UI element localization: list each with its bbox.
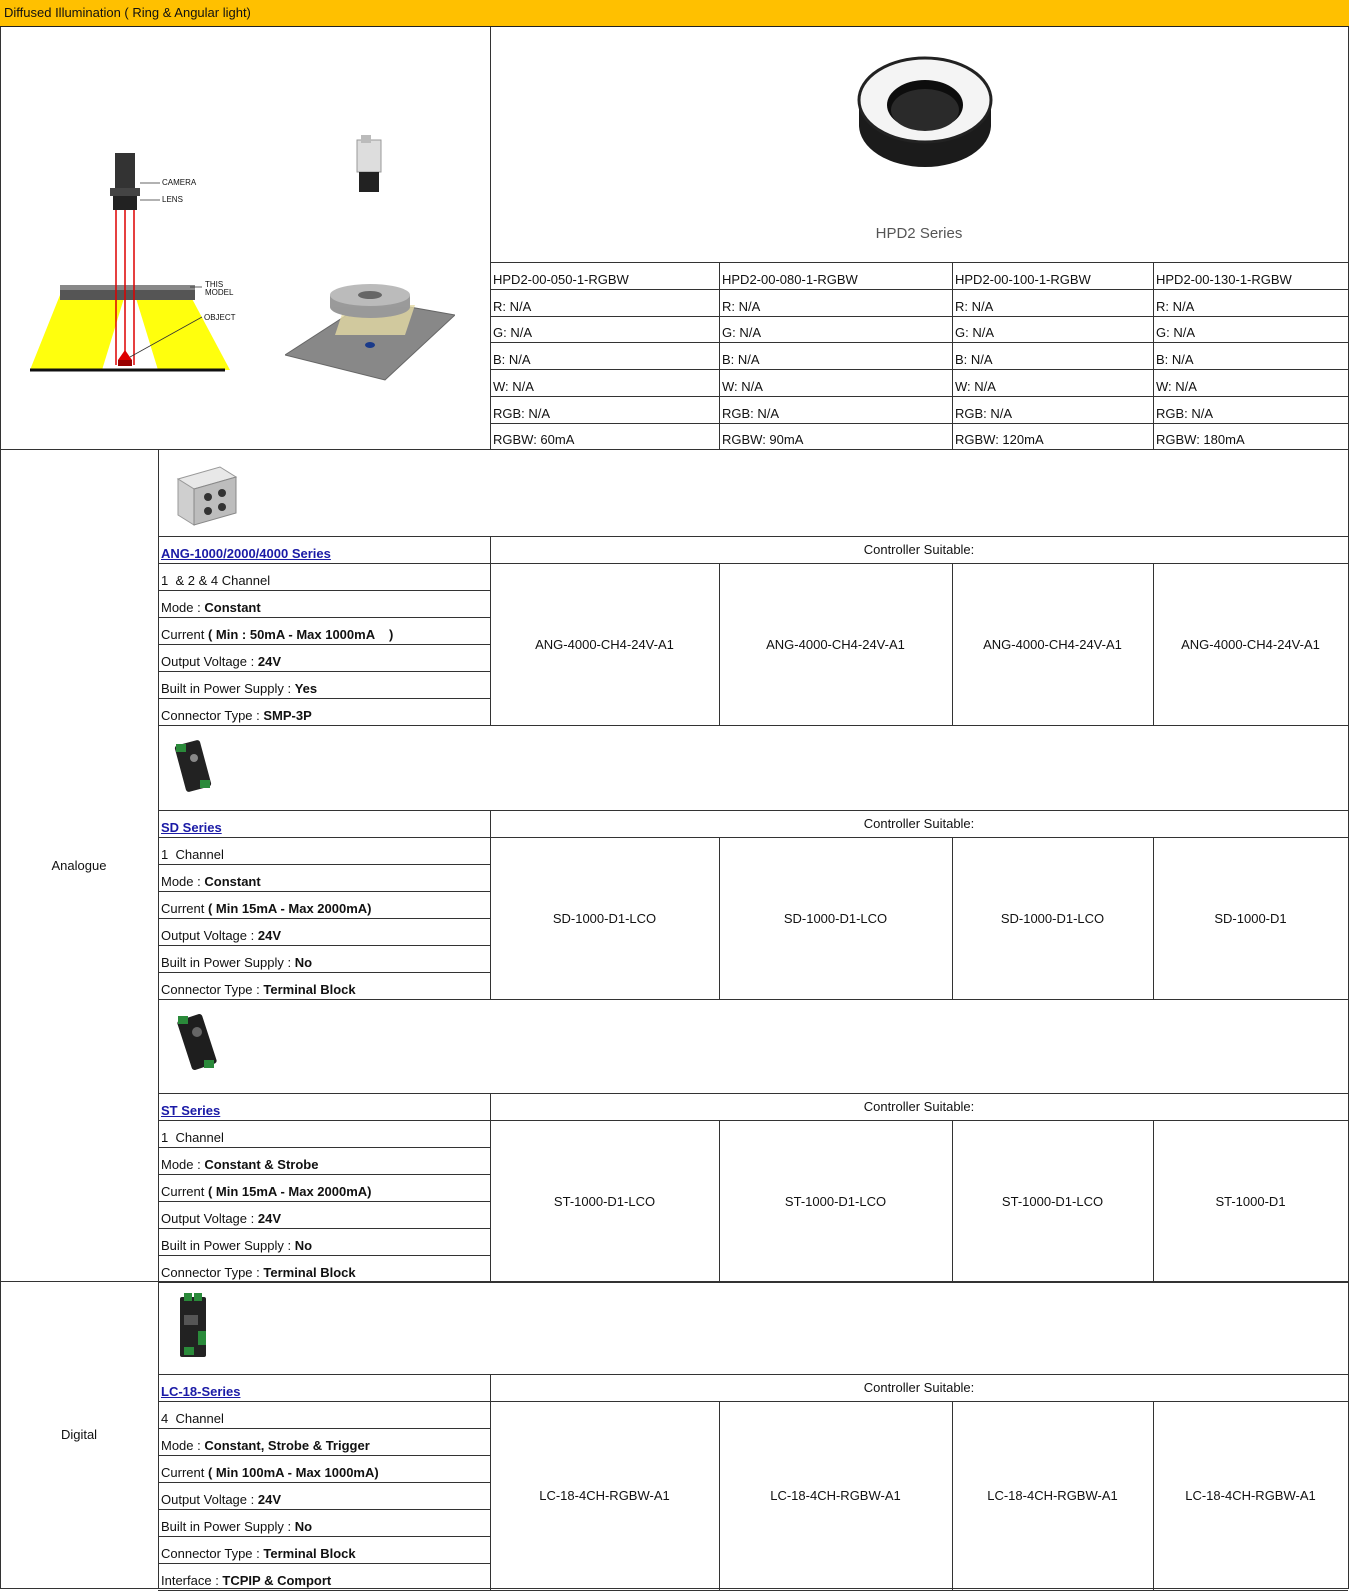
spec-row: [158, 1455, 490, 1482]
hpd2-cell-g: G: N/A: [493, 325, 533, 340]
spec-label: Mode :: [161, 600, 205, 615]
section-title: Diffused Illumination ( Ring & Angular light): [4, 5, 251, 20]
suitable-controller-model: LC-18-4CH-RGBW-A1: [987, 1488, 1118, 1503]
hpd2-cell-b: B: N/A: [493, 352, 531, 367]
spec-label: Connector Type :: [161, 1546, 264, 1561]
spec-label: 1 & 2 & 4 Channel: [161, 573, 271, 588]
spec-row: [158, 671, 490, 698]
spec-row: [158, 945, 490, 972]
spec-row: [158, 1536, 490, 1563]
spec-value: Terminal Block: [263, 1546, 356, 1561]
spec-value: Constant, Strobe & Trigger: [204, 1438, 370, 1453]
spec-row: [158, 1482, 490, 1509]
controller-suitable-label: Controller Suitable:: [863, 542, 975, 557]
spec-row: [158, 1147, 490, 1174]
spec-label: Current: [161, 1465, 208, 1480]
spec-row: [158, 1201, 490, 1228]
label-object: OBJECT: [204, 313, 236, 322]
hpd2-cell-rgbw: RGBW: 60mA: [493, 432, 575, 447]
hpd2-cell-rgbw: RGBW: 180mA: [1156, 432, 1245, 447]
hpd2-cell-w: W: N/A: [1156, 379, 1197, 394]
spec-label: 1 Channel: [161, 847, 224, 862]
suitable-controller-model: ST-1000-D1-LCO: [553, 1193, 656, 1209]
controller-suitable-label: Controller Suitable:: [863, 816, 975, 831]
hpd2-ring-image: [855, 50, 995, 175]
spec-value: Terminal Block: [263, 982, 356, 997]
spec-value: ( Min : 50mA - Max 1000mA ): [207, 627, 394, 642]
controller-suitable-label: Controller Suitable:: [863, 1099, 975, 1114]
spec-row: [158, 590, 490, 617]
spec-value: Constant: [204, 600, 261, 615]
hpd2-cell-rgb: RGB: N/A: [493, 406, 551, 421]
ring-light-render: [285, 135, 455, 385]
suitable-controller-model: ANG-4000-CH4-24V-A1: [766, 636, 905, 652]
spec-label: Current: [161, 901, 208, 916]
spec-label: Connector Type :: [161, 982, 264, 997]
spec-label: Output Voltage :: [161, 654, 258, 669]
hpd2-cell-rgbw: RGBW: 90mA: [722, 432, 804, 447]
hpd2-cell-rgb: RGB: N/A: [722, 406, 780, 421]
hpd2-cell-rgb: RGB: N/A: [955, 406, 1013, 421]
spec-value: Constant & Strobe: [204, 1157, 319, 1172]
spec-label: 1 Channel: [161, 1130, 224, 1145]
spec-row: [158, 563, 490, 590]
hpd2-series-title: HPD2 Series: [875, 225, 963, 242]
spec-value: Constant: [204, 874, 261, 889]
hpd2-cell-w: W: N/A: [722, 379, 763, 394]
spec-label: Connector Type :: [161, 708, 264, 723]
spec-value: ( Min 100mA - Max 1000mA): [207, 1465, 379, 1480]
spec-value: No: [294, 1519, 313, 1534]
spec-row: [158, 698, 490, 725]
spec-row: [158, 1563, 490, 1590]
spec-value: Terminal Block: [263, 1265, 356, 1280]
hpd2-cell-name: HPD2-00-080-1-RGBW: [722, 272, 858, 287]
spec-value: No: [294, 1238, 313, 1253]
controller-series-link[interactable]: ANG-1000/2000/4000 Series: [161, 546, 331, 561]
spec-value: ( Min 15mA - Max 2000mA): [207, 1184, 372, 1199]
controller-series-link[interactable]: SD Series: [161, 820, 222, 835]
suitable-controller-model: SD-1000-D1-LCO: [783, 910, 888, 926]
spec-value: No: [294, 955, 313, 970]
hpd2-cell-b: B: N/A: [955, 352, 993, 367]
spec-row: [158, 864, 490, 891]
suitable-controller-model: LC-18-4CH-RGBW-A1: [539, 1488, 670, 1503]
spec-label: Mode :: [161, 874, 205, 889]
hpd2-cell-r: R: N/A: [1156, 299, 1195, 314]
hpd2-cell-r: R: N/A: [493, 299, 532, 314]
hpd2-cell-name: HPD2-00-100-1-RGBW: [955, 272, 1091, 287]
spec-label: Built in Power Supply :: [161, 1519, 295, 1534]
spec-label: Current: [161, 1184, 208, 1199]
spec-value: SMP-3P: [263, 708, 312, 723]
suitable-controller-model: LC-18-4CH-RGBW-A1: [770, 1488, 901, 1503]
suitable-controller-model: ST-1000-D1-LCO: [1001, 1193, 1104, 1209]
controller-series-link[interactable]: LC-18-Series: [161, 1384, 241, 1399]
spec-value: ( Min 15mA - Max 2000mA): [207, 901, 372, 916]
spec-value: TCPIP & Comport: [222, 1573, 332, 1588]
spec-value: 24V: [257, 1211, 281, 1226]
hpd2-cell-rgb: RGB: N/A: [1156, 406, 1214, 421]
spec-row: [158, 1428, 490, 1455]
suitable-controller-model: ST-1000-D1-LCO: [784, 1193, 887, 1209]
label-this: THIS: [205, 280, 224, 289]
spec-label: 4 Channel: [161, 1411, 224, 1426]
spec-row: [158, 1401, 490, 1428]
spec-row: [158, 972, 490, 999]
spec-label: Built in Power Supply :: [161, 1238, 295, 1253]
spec-value: Yes: [294, 681, 318, 696]
hpd2-cell-g: G: N/A: [955, 325, 995, 340]
spec-row: [158, 1228, 490, 1255]
suitable-controller-model: SD-1000-D1-LCO: [1000, 910, 1105, 926]
spec-row: [158, 1120, 490, 1147]
suitable-controller-model: ANG-4000-CH4-24V-A1: [1181, 636, 1320, 652]
spec-row: [158, 644, 490, 671]
spec-value: 24V: [257, 1492, 281, 1507]
hpd2-cell-w: W: N/A: [493, 379, 534, 394]
spec-label: Connector Type :: [161, 1265, 264, 1280]
spec-label: Mode :: [161, 1157, 205, 1172]
hpd2-cell-b: B: N/A: [722, 352, 760, 367]
hpd2-cell-name: HPD2-00-050-1-RGBW: [493, 272, 629, 287]
suitable-controller-model: ANG-4000-CH4-24V-A1: [983, 636, 1122, 652]
hpd2-cell-g: G: N/A: [1156, 325, 1196, 340]
category-digital: Digital: [60, 1427, 98, 1442]
spec-label: Built in Power Supply :: [161, 681, 295, 696]
label-lens: LENS: [162, 195, 183, 204]
hpd2-cell-rgbw: RGBW: 120mA: [955, 432, 1044, 447]
spec-row: [158, 891, 490, 918]
suitable-controller-model: LC-18-4CH-RGBW-A1: [1185, 1488, 1316, 1503]
spec-row: [158, 617, 490, 644]
spec-label: Current: [161, 627, 208, 642]
spec-label: Output Voltage :: [161, 1492, 258, 1507]
suitable-controller-model: SD-1000-D1: [1214, 910, 1287, 926]
illumination-diagram: [30, 145, 230, 375]
label-camera: CAMERA: [162, 178, 197, 187]
spec-label: Mode :: [161, 1438, 205, 1453]
hpd2-cell-r: R: N/A: [955, 299, 994, 314]
spec-row: [158, 1255, 490, 1282]
suitable-controller-model: ANG-4000-CH4-24V-A1: [535, 636, 674, 652]
hpd2-cell-w: W: N/A: [955, 379, 996, 394]
hpd2-cell-r: R: N/A: [722, 299, 761, 314]
hpd2-cell-name: HPD2-00-130-1-RGBW: [1156, 272, 1292, 287]
suitable-controller-model: ST-1000-D1: [1215, 1193, 1286, 1209]
controller-series-link[interactable]: ST Series: [161, 1103, 221, 1118]
label-model: MODEL: [205, 288, 234, 297]
suitable-controller-model: SD-1000-D1-LCO: [552, 910, 657, 926]
hpd2-cell-b: B: N/A: [1156, 352, 1194, 367]
spec-label: Built in Power Supply :: [161, 955, 295, 970]
spec-value: 24V: [257, 928, 281, 943]
spec-value: 24V: [257, 654, 281, 669]
spec-row: [158, 1509, 490, 1536]
spec-row: [158, 918, 490, 945]
spec-row: [158, 837, 490, 864]
category-analogue: Analogue: [51, 857, 107, 873]
spec-label: Output Voltage :: [161, 1211, 258, 1226]
spec-row: [158, 1174, 490, 1201]
section-header: [0, 0, 1349, 27]
hpd2-cell-g: G: N/A: [722, 325, 762, 340]
spec-label: Interface :: [161, 1573, 223, 1588]
spec-label: Output Voltage :: [161, 928, 258, 943]
controller-suitable-label: Controller Suitable:: [863, 1380, 975, 1395]
